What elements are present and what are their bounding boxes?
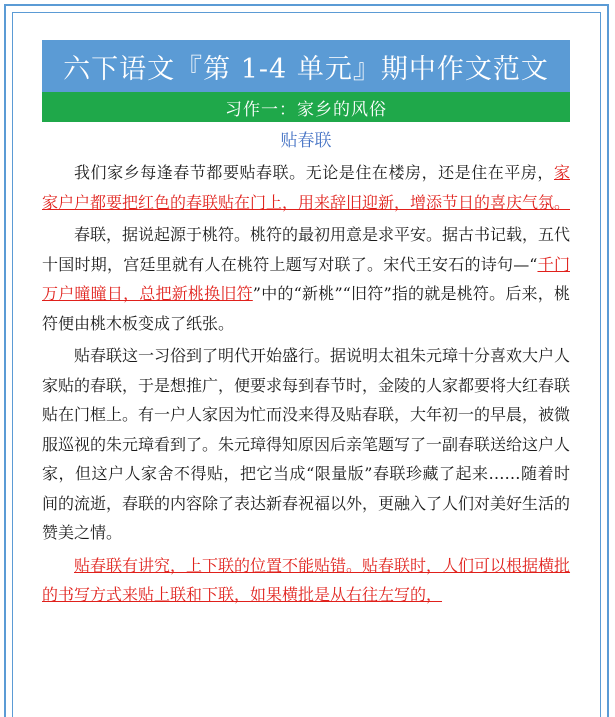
document-subtitle: 习作一：家乡的风俗 bbox=[225, 99, 387, 120]
document-title: 六下语文『第 1-4 单元』期中作文范文 bbox=[63, 53, 549, 85]
essay-paragraph-3 bbox=[42, 341, 570, 548]
highlighted-sentence: 家家户户都要把红色的春联贴在门上，用来辞旧迎新，增添节日的喜庆气氛。 bbox=[42, 163, 571, 212]
paragraph-text: ”中的“新桃”“旧符”指的就是桃符。后来，桃符便由桃木板变成了纸张。 bbox=[42, 284, 570, 333]
document-content bbox=[42, 40, 570, 610]
highlighted-sentence: 贴春联有讲究，上下联的位置不能贴错。贴春联时，人们可以根据横批的书写方式来贴上联和下联，如果横批是从右往左写的， bbox=[42, 555, 571, 604]
document-subtitle-banner bbox=[42, 92, 570, 122]
paragraph-text: 贴春联这一习俗到了明代开始盛行。据说明太祖朱元璋十分喜欢大户人家贴的春联，于是想推广，便要求每到春节时，金陵的人家都要将大红春联贴在门框上。有一户人家因为忙而没来得及贴春联，大年初一的早晨，被微服巡视的朱元璋看到了。朱元璋得知原因后亲笔题写了一副春联送给这户人家，但这户人家舍不得贴，把它当成“限量版”春联珍藏了起来……随着时间的流逝，春联的内容除了表达新春祝福以外，更融入了人们对美好生活的赞美之情。 bbox=[42, 346, 571, 542]
essay-paragraph-4 bbox=[42, 551, 570, 610]
highlighted-quote: 千门万户曈曈日，总把新桃换旧符 bbox=[42, 254, 570, 303]
essay-paragraph-2 bbox=[42, 220, 570, 338]
essay-paragraph-1 bbox=[42, 158, 570, 217]
paragraph-text: 我们家乡每逢春节都要贴春联。无论是住在楼房，还是住在平房， bbox=[74, 163, 554, 182]
paragraph-text: 春联，据说起源于桃符。桃符的最初用意是求平安。据古书记载，五代十国时期，宫廷里就有人在桃符上题写对联了。宋代王安石的诗句—“ bbox=[42, 225, 571, 274]
essay-title: 贴春联 bbox=[280, 131, 332, 151]
document-title-banner bbox=[42, 40, 570, 92]
